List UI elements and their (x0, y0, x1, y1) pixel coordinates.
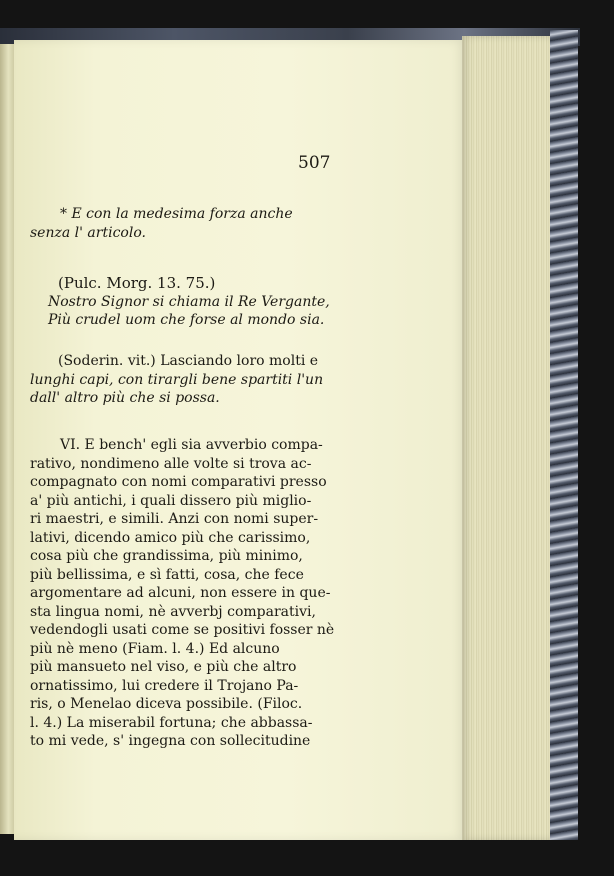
page-block-edges (462, 36, 554, 840)
body-line: argomentare ad alcuni, non essere in que- (30, 585, 331, 601)
footnote-line-1: * E con la medesima forza anche (60, 206, 293, 222)
soderini-quotation (30, 352, 330, 408)
body-line: lativi, dicendo amico più che carissimo, (30, 529, 311, 546)
footnote-line-2: senza l' articolo. (30, 224, 146, 241)
body-line: ri maestri, e simili. Anzi con nomi super- (30, 511, 319, 527)
pulci-verse-1: Nostro Signor si chiama il Re Vergante, (48, 293, 330, 310)
body-line: to mi vede, s' ingegna con sollecitudine (30, 733, 311, 749)
body-line: compagnato con nomi comparativi presso (30, 474, 327, 490)
soderini-line-3: dall' altro più che si possa. (30, 390, 220, 406)
pulci-verse-2: Più crudel uom che forse al mondo sia. (48, 312, 325, 328)
facing-page-edge (0, 44, 14, 834)
footnote (30, 205, 330, 242)
marbled-cover-edge (550, 30, 578, 840)
body-line: VI. E bench' egli sia avverbio compa- (60, 437, 323, 453)
body-line: più mansueto nel viso, e più che altro (30, 659, 297, 675)
body-line: vedendogli usati come se positivi fosser nè (30, 622, 335, 638)
body-line: cosa più che grandissima, più minimo, (30, 548, 303, 564)
body-line: ris, o Menelao diceva possibile. (Filoc. (30, 696, 303, 712)
body-line: l. 4.) La miserabil fortuna; che abbassa- (30, 714, 313, 731)
body-line: più bellissima, e sì fatti, cosa, che fece (30, 566, 304, 583)
body-line: più nè meno (Fiam. l. 4.) Ed alcuno (30, 640, 280, 657)
body-line: a' più antichi, i quali dissero più miglio- (30, 492, 312, 509)
body-line: ornatissimo, lui credere il Trojano Pa- (30, 677, 299, 694)
section-vi-paragraph (30, 436, 335, 751)
pulci-citation: (Pulc. Morg. 13. 75.) (58, 274, 216, 292)
body-line: rativo, nondimeno alle volte si trova ac- (30, 455, 312, 472)
soderini-line-1: (Soderin. vit.) Lasciando loro molti e (58, 353, 319, 369)
pulci-quotation (30, 274, 330, 330)
soderini-line-2: lunghi capi, con tirargli bene spartiti l'un (30, 371, 324, 388)
body-line: sta lingua nomi, nè avverbj comparativi, (30, 603, 316, 620)
page-number: 507 (298, 153, 331, 173)
